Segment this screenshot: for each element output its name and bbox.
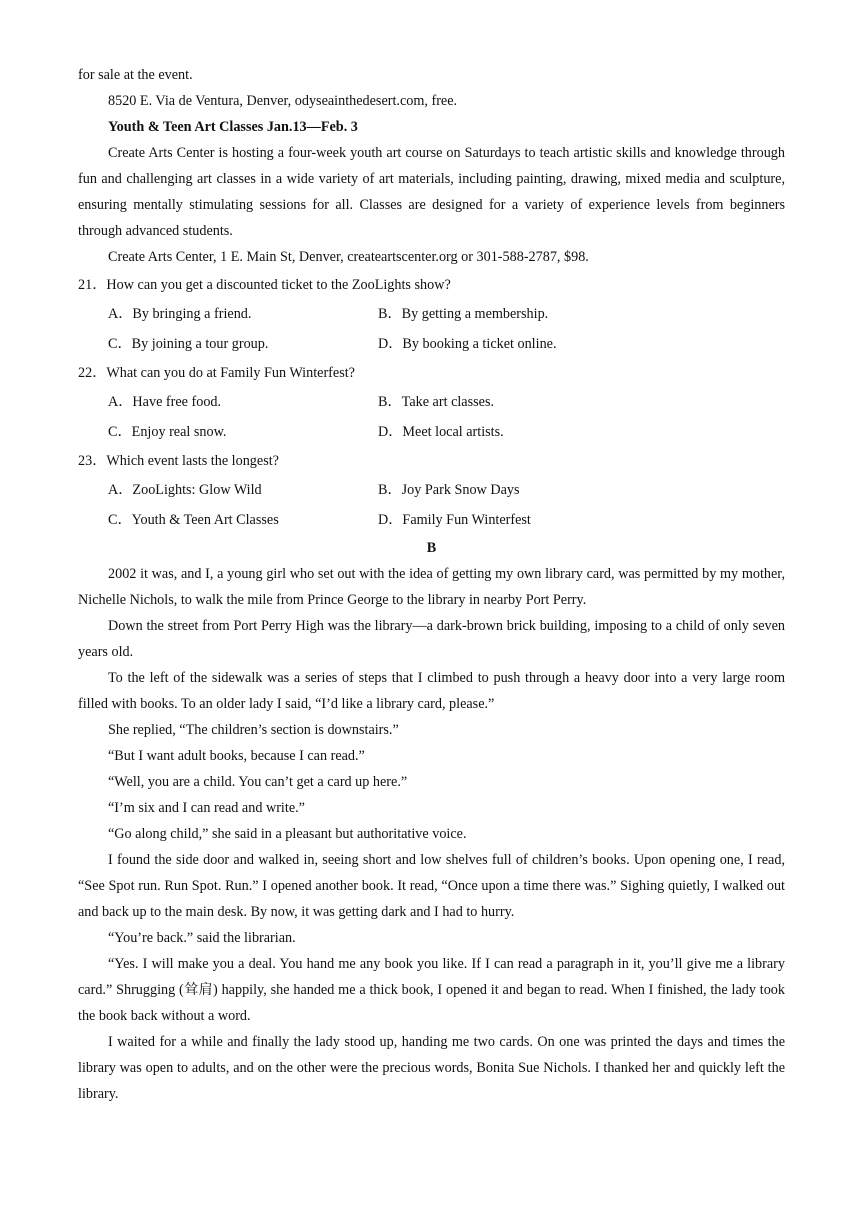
option-b: B．Joy Park Snow Days — [378, 482, 520, 498]
option-d: D．By booking a ticket online. — [378, 335, 557, 352]
paragraph: She replied, “The children’s section is downstairs.” — [108, 722, 399, 738]
passage-b — [78, 561, 785, 1107]
odyssea-address: 8520 E. Via de Ventura, Denver, odyseainthedesert.com, free. — [108, 93, 458, 109]
paragraph: “Yes. I will make you a deal. You hand me any book you like. If I can read a paragraph in it, you’ll give me a library card.” Shrugging (耸肩) happily, she handed me a thick book, I opened it and began to read. When I finished, the lady took the book back without a word. — [78, 956, 785, 1024]
question-23 — [78, 447, 785, 535]
art-classes-description: Create Arts Center is hosting a four-week youth art course on Saturdays to teach artistic skills and knowledge through fun and challenging art classes in a wide variety of art materials, including painting, drawing, mixed media and sculpture, ensuring mentally stimulating sessions for all. Classes are designed for a variety of experience levels from beginners through advanced students. — [78, 145, 785, 239]
paragraph: To the left of the sidewalk was a series of steps that I climbed to push through a heavy door into a very large room filled with books. To an older lady I said, “I’d like a library card, please.” — [78, 670, 785, 712]
option-b: B．By getting a membership. — [378, 306, 549, 322]
question-22 — [78, 359, 785, 447]
options-grid — [78, 476, 785, 535]
art-classes-heading: Youth & Teen Art Classes Jan.13—Feb. 3 — [108, 119, 358, 135]
sale-line: for sale at the event. — [78, 67, 193, 83]
paragraph: 2002 it was, and I, a young girl who set out with the idea of getting my own library card, was permitted by my mother, Nichelle Nichols, to walk the mile from Prince George to the library in nearby Port Perry. — [78, 566, 785, 608]
option-a: A．ZooLights: Glow Wild — [108, 482, 262, 498]
option-d: D．Meet local artists. — [378, 423, 504, 440]
paragraph: “I’m six and I can read and write.” — [108, 800, 305, 816]
art-classes-address: Create Arts Center, 1 E. Main St, Denver, createartscenter.org or 301-588-2787, $98. — [108, 249, 589, 265]
option-d: D．Family Fun Winterfest — [378, 511, 531, 528]
option-c: C．Youth & Teen Art Classes — [108, 511, 279, 528]
section-b-label: B — [426, 540, 437, 556]
question-number: 21． — [78, 277, 107, 293]
paragraph: “Go along child,” she said in a pleasant but authoritative voice. — [108, 826, 467, 842]
question-text: What can you do at Family Fun Winterfest? — [106, 365, 355, 381]
option-a: A．By bringing a friend. — [108, 306, 252, 322]
option-c: C．By joining a tour group. — [108, 335, 269, 352]
question-number: 22． — [78, 365, 107, 381]
question-text: How can you get a discounted ticket to the ZooLights show? — [106, 277, 451, 293]
option-b: B．Take art classes. — [378, 394, 495, 410]
options-grid — [78, 300, 785, 359]
document-page — [78, 62, 785, 1107]
option-a: A．Have free food. — [108, 394, 222, 410]
option-c: C．Enjoy real snow. — [108, 423, 227, 440]
question-21 — [78, 271, 785, 359]
options-grid — [78, 388, 785, 447]
paragraph: “Well, you are a child. You can’t get a card up here.” — [108, 774, 408, 790]
question-text: Which event lasts the longest? — [106, 453, 279, 469]
paragraph: “But I want adult books, because I can read.” — [108, 748, 365, 764]
paragraph: Down the street from Port Perry High was the library—a dark-brown brick building, imposing to a child of only seven years old. — [78, 618, 785, 660]
paragraph: “You’re back.” said the librarian. — [108, 930, 296, 946]
paragraph: I waited for a while and finally the lady stood up, handing me two cards. On one was printed the days and times the library was open to adults, and on the other were the precious words, Bonita Sue Nichols. I thanked her and quickly left the library. — [78, 1034, 785, 1102]
paragraph: I found the side door and walked in, seeing short and low shelves full of children’s books. Upon opening one, I read, “See Spot run. Run Spot. Run.” I opened another book. It read, “Once upon a time there was.” Sighing quietly, I walked out and back up to the main desk. By now, it was getting dark and I had to hurry. — [78, 852, 785, 920]
question-number: 23． — [78, 453, 107, 469]
